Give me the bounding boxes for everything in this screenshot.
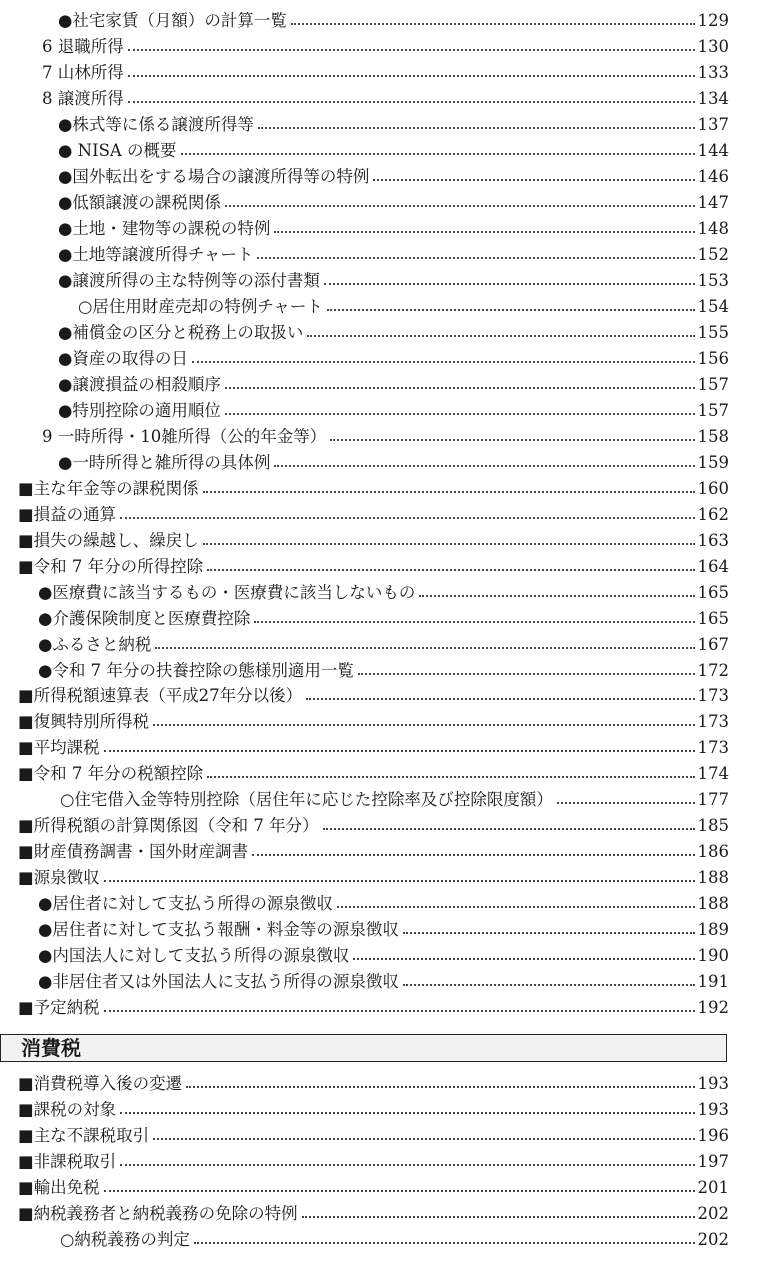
dot-leader — [403, 984, 695, 986]
dot-leader — [207, 569, 694, 571]
toc-entry-page-number: 172 — [697, 660, 729, 680]
toc-entry-page-number: 193 — [697, 1099, 729, 1119]
toc-entry-label: ●国外転出をする場合の譲渡所得等の特例 — [58, 166, 370, 186]
dot-leader — [274, 465, 694, 467]
toc-entry[interactable] — [0, 398, 729, 424]
toc-entry-label: ● NISA の概要 — [58, 140, 177, 160]
toc-entry[interactable] — [0, 865, 729, 891]
toc-entry[interactable] — [0, 112, 729, 138]
toc-entry-page-number: 160 — [697, 478, 729, 498]
toc-entry-label: ●ふるさと納税 — [38, 634, 152, 654]
toc-entry-label: ■令和 7 年分の所得控除 — [18, 556, 204, 576]
dot-leader — [274, 231, 694, 233]
toc-entry-label: ■財産債務調書・国外財産調書 — [18, 842, 249, 862]
toc-entry[interactable] — [0, 1227, 729, 1253]
toc-entry-label: ■復興特別所得税 — [18, 712, 150, 732]
dot-leader — [307, 335, 694, 337]
toc-entry-page-number: 144 — [697, 140, 729, 160]
toc-entry-label: ■納税義務者と納税義務の免除の特例 — [18, 1203, 298, 1223]
dot-leader — [192, 361, 695, 363]
toc-entry[interactable] — [0, 787, 729, 813]
dot-leader — [403, 932, 695, 934]
toc-entry-page-number: 196 — [697, 1125, 729, 1145]
toc-entry-label: ●居住者に対して支払う所得の源泉徴収 — [38, 894, 333, 914]
dot-leader — [225, 413, 695, 415]
toc-entry-page-number: 130 — [697, 36, 729, 56]
dot-leader — [120, 1164, 694, 1166]
dot-leader — [225, 387, 695, 389]
toc-entry-label: ■消費税導入後の変遷 — [18, 1074, 183, 1093]
toc-entry[interactable] — [0, 683, 729, 709]
toc-entry[interactable] — [0, 60, 729, 86]
toc-entry-label: ●特別控除の適用順位 — [58, 400, 221, 420]
toc-entry-page-number: 162 — [697, 504, 729, 524]
toc-entry-label: 6 退職所得 — [42, 36, 124, 56]
dot-leader — [186, 1086, 694, 1088]
dot-leader — [323, 828, 695, 830]
toc-entry-page-number: 154 — [697, 296, 729, 316]
toc-entry-page-number: 155 — [697, 322, 729, 342]
dot-leader — [419, 595, 694, 597]
toc-entry-label: 8 譲渡所得 — [42, 88, 124, 108]
dot-leader — [194, 1242, 695, 1244]
toc-entry-page-number: 137 — [697, 114, 729, 134]
toc-entry-page-number: 129 — [697, 11, 729, 30]
toc-entry[interactable] — [0, 450, 729, 476]
toc-entry-page-number: 158 — [697, 426, 729, 446]
toc-entry-label: ■所得税額の計算関係図（令和 7 年分） — [18, 816, 319, 836]
toc-entry[interactable] — [0, 709, 729, 735]
toc-entry[interactable] — [0, 839, 729, 865]
toc-entry-page-number: 197 — [697, 1151, 729, 1171]
toc-entry[interactable] — [0, 320, 729, 346]
toc-entry-page-number: 177 — [697, 790, 729, 810]
toc-entry-label: ●一時所得と雑所得の具体例 — [58, 452, 271, 472]
dot-leader — [327, 309, 695, 311]
toc-entry-page-number: 202 — [697, 1203, 729, 1223]
toc-entry-label: ●資産の取得の日 — [58, 348, 188, 368]
toc-entry-page-number: 189 — [697, 920, 729, 940]
dot-leader — [207, 776, 694, 778]
toc-entry-page-number: 159 — [697, 452, 729, 472]
toc-entry[interactable] — [0, 969, 729, 995]
toc-entry[interactable] — [0, 34, 729, 60]
toc-entry[interactable] — [0, 138, 729, 164]
toc-entry[interactable] — [0, 424, 729, 450]
dot-leader — [337, 906, 695, 908]
toc-entry-page-number: 173 — [697, 712, 729, 732]
toc-entry-page-number: 163 — [697, 530, 729, 550]
toc-entry-label: ●譲渡所得の主な特例等の添付書類 — [58, 270, 320, 290]
dot-leader — [258, 127, 695, 129]
toc-entry-label: ■主な不課税取引 — [18, 1125, 150, 1145]
toc-entry-page-number: 146 — [697, 166, 729, 186]
toc-entry-label: ■損益の通算 — [18, 504, 117, 524]
toc-entry-page-number: 174 — [697, 764, 729, 784]
toc-entry-page-number: 153 — [697, 270, 729, 290]
dot-leader — [291, 23, 695, 25]
toc-entry-label: ○住宅借入金等特別控除（居住年に応じた控除率及び控除限度額） — [60, 790, 553, 810]
toc-entry-label: ○居住用財産売却の特例チャート — [78, 296, 323, 316]
toc-entry[interactable] — [0, 580, 729, 606]
dot-leader — [306, 698, 694, 700]
toc-entry-page-number: 165 — [697, 608, 729, 628]
toc-entry[interactable] — [0, 1149, 729, 1175]
toc-entry[interactable] — [0, 164, 729, 190]
toc-entry-label: ■非課税取引 — [18, 1151, 117, 1171]
toc-entry-label: ■所得税額速算表（平成27年分以後） — [18, 686, 303, 706]
toc-entry-label: ●居住者に対して支払う報酬・料金等の源泉徴収 — [38, 920, 399, 940]
toc-entry[interactable] — [0, 8, 729, 34]
toc-entry[interactable] — [0, 216, 729, 242]
toc-entry[interactable] — [0, 268, 729, 294]
dot-leader — [324, 283, 695, 285]
dot-leader — [128, 49, 695, 51]
toc-entry-label: ○納税義務の判定 — [60, 1229, 190, 1249]
toc-entry-page-number: 147 — [697, 192, 729, 212]
toc-entry-label: ●非居住者又は外国法人に支払う所得の源泉徴収 — [38, 972, 399, 992]
toc-entry[interactable] — [0, 735, 729, 761]
toc-entry[interactable] — [0, 242, 729, 268]
toc-entry-page-number: 134 — [697, 88, 729, 108]
toc-entry-page-number: 173 — [697, 738, 729, 758]
toc-entry[interactable] — [0, 502, 729, 528]
dot-leader — [120, 1112, 694, 1114]
toc-entry[interactable] — [0, 1071, 729, 1097]
toc-entry-page-number: 148 — [697, 218, 729, 238]
toc-entry-page-number: 133 — [697, 62, 729, 82]
dot-leader — [104, 880, 695, 882]
toc-entry-label: ■損失の繰越し、繰戻し — [18, 530, 199, 550]
toc-entry[interactable] — [0, 891, 729, 917]
toc-entry[interactable] — [0, 476, 729, 502]
toc-entry-page-number: 186 — [697, 842, 729, 862]
toc-entry-label: ●補償金の区分と税務上の取扱い — [58, 322, 304, 342]
dot-leader — [557, 802, 695, 804]
toc-entry[interactable] — [0, 346, 729, 372]
dot-leader — [252, 854, 694, 856]
dot-leader — [254, 621, 694, 623]
toc-entry-label: ●低額譲渡の課税関係 — [58, 192, 221, 212]
toc-entry-page-number: 164 — [697, 556, 729, 576]
toc-entry-page-number: 188 — [697, 868, 729, 888]
toc-entry[interactable] — [0, 606, 729, 632]
dot-leader — [330, 439, 694, 441]
dot-leader — [128, 101, 695, 103]
dot-leader — [120, 517, 694, 519]
toc-entry-page-number: 165 — [697, 582, 729, 602]
toc-entry-label: ●内国法人に対して支払う所得の源泉徴収 — [38, 946, 350, 966]
toc-entry-page-number: 191 — [697, 972, 729, 992]
toc-entry-label: ●社宅家賃（月額）の計算一覧 — [58, 11, 287, 30]
dot-leader — [203, 491, 695, 493]
toc-entry-label: ■輸出免税 — [18, 1177, 100, 1197]
toc-entry-label: ●土地等譲渡所得チャート — [58, 244, 254, 264]
toc-entry[interactable] — [0, 943, 729, 969]
toc-entry-label: ■源泉徴収 — [18, 868, 100, 888]
toc-entry-page-number: 202 — [697, 1229, 729, 1249]
toc-entry[interactable] — [0, 372, 729, 398]
toc-entry[interactable] — [0, 190, 729, 216]
toc-entry[interactable] — [0, 554, 729, 580]
toc-entry-page-number: 157 — [697, 400, 729, 420]
toc-entry-page-number: 167 — [697, 634, 729, 654]
dot-leader — [302, 1216, 695, 1218]
dot-leader — [153, 1138, 694, 1140]
toc-entry[interactable] — [0, 1201, 729, 1227]
toc-entry[interactable] — [0, 813, 729, 839]
toc-entry-label: ■令和 7 年分の税額控除 — [18, 764, 204, 784]
toc-entry-page-number: 173 — [697, 686, 729, 706]
dot-leader — [104, 1190, 695, 1192]
toc-entry-page-number: 152 — [697, 244, 729, 264]
toc-entry-label: 9 一時所得・10雑所得（公的年金等） — [42, 426, 327, 446]
toc-entry-label: ■平均課税 — [18, 738, 100, 758]
toc-entry[interactable] — [0, 995, 729, 1021]
dot-leader — [128, 75, 695, 77]
toc-entry[interactable] — [0, 632, 729, 658]
toc-entry[interactable] — [0, 294, 729, 320]
toc-entry[interactable] — [0, 86, 729, 112]
toc-entry-label: 7 山林所得 — [42, 62, 124, 82]
dot-leader — [373, 179, 694, 181]
toc-entry-page-number: 190 — [697, 946, 729, 966]
toc-entry-page-number: 192 — [697, 998, 729, 1018]
toc-entry-page-number: 201 — [697, 1177, 729, 1197]
dot-leader — [153, 724, 694, 726]
toc-entry-label: ●土地・建物等の課税の特例 — [58, 218, 271, 238]
dot-leader — [104, 750, 695, 752]
section-header-consumption-tax: 消費税 — [0, 1034, 727, 1062]
dot-leader — [257, 257, 694, 259]
dot-leader — [203, 543, 695, 545]
toc-entry-page-number: 156 — [697, 348, 729, 368]
toc-entry-page-number: 188 — [697, 894, 729, 914]
dot-leader — [104, 1010, 695, 1012]
toc-entry-label: ■予定納税 — [18, 998, 100, 1018]
toc-entry-page-number: 157 — [697, 374, 729, 394]
toc-entry[interactable] — [0, 528, 729, 554]
toc-entry[interactable] — [0, 917, 729, 943]
toc-entry[interactable] — [0, 761, 729, 787]
toc-entry-label: ●譲渡損益の相殺順序 — [58, 374, 221, 394]
toc-entry-label: ■課税の対象 — [18, 1099, 117, 1119]
toc-entry[interactable] — [0, 1175, 729, 1201]
toc-entry-label: ●令和 7 年分の扶養控除の態様別適用一覧 — [38, 660, 354, 680]
toc-entry-label: ●介護保険制度と医療費控除 — [38, 608, 251, 628]
toc-entry-label: ●医療費に該当するもの・医療費に該当しないもの — [38, 582, 416, 602]
toc-entry[interactable] — [0, 658, 729, 684]
toc-entry-label: ●株式等に係る譲渡所得等 — [58, 114, 254, 134]
dot-leader — [358, 673, 695, 675]
toc-entry-label: ■主な年金等の課税関係 — [18, 478, 199, 498]
toc-entry-page-number: 185 — [697, 816, 729, 836]
dot-leader — [181, 153, 695, 155]
dot-leader — [353, 958, 694, 960]
dot-leader — [155, 647, 694, 649]
toc-entry[interactable] — [0, 1097, 729, 1123]
toc-entry[interactable] — [0, 1123, 729, 1149]
dot-leader — [225, 205, 695, 207]
toc-entry-page-number: 193 — [697, 1074, 729, 1093]
